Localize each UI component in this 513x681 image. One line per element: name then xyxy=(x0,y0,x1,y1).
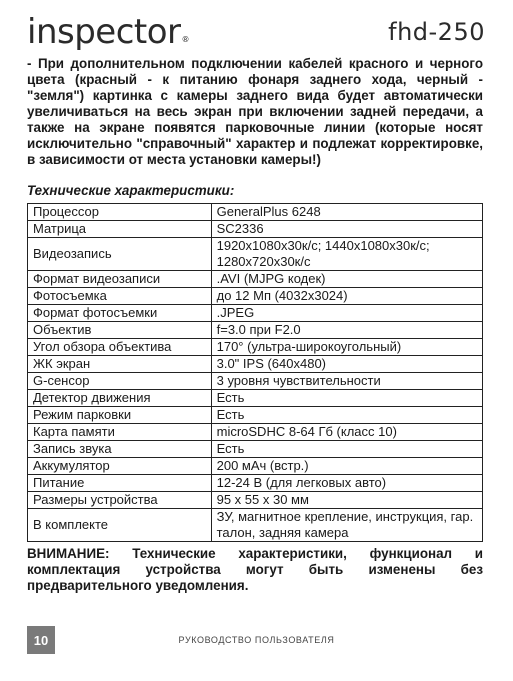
spec-label: Формат видеозаписи xyxy=(28,271,212,288)
page-number-badge: 10 xyxy=(27,626,55,654)
spec-label: Процессор xyxy=(28,204,212,221)
spec-label: Питание xyxy=(28,475,212,492)
spec-row xyxy=(28,424,483,441)
spec-row xyxy=(28,339,483,356)
spec-value: 200 мАч (встр.) xyxy=(211,458,482,475)
registered-mark: ® xyxy=(181,35,190,44)
spec-row xyxy=(28,305,483,322)
spec-row xyxy=(28,373,483,390)
spec-label: Фотосъемка xyxy=(28,288,212,305)
spec-label: Аккумулятор xyxy=(28,458,212,475)
warning-text: ВНИМАНИЕ: Технические характеристики, функционал и комплектация устройства могут быть изменены без предварительного уведомления. xyxy=(27,546,483,593)
spec-label: Формат фотосъемки xyxy=(28,305,212,322)
spec-row xyxy=(28,288,483,305)
spec-row xyxy=(28,509,483,542)
spec-label: Запись звука xyxy=(28,441,212,458)
spec-label: Детектор движения xyxy=(28,390,212,407)
spec-value: .JPEG xyxy=(211,305,482,322)
spec-label: G-сенсор xyxy=(28,373,212,390)
spec-label: Карта памяти xyxy=(28,424,212,441)
spec-value: до 12 Мп (4032x3024) xyxy=(211,288,482,305)
page-header xyxy=(27,14,485,52)
spec-value: 170° (ультра-широкоугольный) xyxy=(211,339,482,356)
spec-label: Матрица xyxy=(28,221,212,238)
brand-logo xyxy=(27,12,189,52)
spec-label: Объектив xyxy=(28,322,212,339)
spec-label: ЖК экран xyxy=(28,356,212,373)
spec-value: 3.0" IPS (640x480) xyxy=(211,356,482,373)
spec-value: Есть xyxy=(211,441,482,458)
connection-note: - При дополнительном подключении кабелей красного и черного цвета (красный - к питанию фонаря заднего хода, черный - "земля") картинка с камеры заднего вида будет автоматически увеличиваться на весь экран при включении задней передачи, а также на экране появятся парковочные линии (которые носят исключительно "справочный" характер и подлежат корректировке, в зависимости от места установки камеры!) xyxy=(27,56,483,167)
spec-value: microSDHC 8-64 Гб (класс 10) xyxy=(211,424,482,441)
spec-value: 95 x 55 x 30 мм xyxy=(211,492,482,509)
spec-value: 1920x1080x30к/с; 1440x1080x30к/с; 1280x720x30к/с xyxy=(211,238,482,271)
specs-title: Технические характеристики: xyxy=(27,183,235,198)
spec-value: SC2336 xyxy=(211,221,482,238)
spec-label: Видеозапись xyxy=(28,238,212,271)
spec-label: Режим парковки xyxy=(28,407,212,424)
spec-label: Угол обзора объектива xyxy=(28,339,212,356)
spec-row xyxy=(28,204,483,221)
specs-table xyxy=(27,203,483,542)
model-name: fhd-250 xyxy=(388,18,485,46)
spec-row xyxy=(28,458,483,475)
spec-row xyxy=(28,271,483,288)
spec-row xyxy=(28,407,483,424)
spec-row xyxy=(28,356,483,373)
footer-title: РУКОВОДСТВО ПОЛЬЗОВАТЕЛЯ xyxy=(178,635,335,645)
spec-label: Размеры устройства xyxy=(28,492,212,509)
spec-row xyxy=(28,492,483,509)
specs-table-body xyxy=(28,204,483,542)
spec-row xyxy=(28,238,483,271)
brand-name: inspector xyxy=(27,12,181,52)
spec-row xyxy=(28,441,483,458)
spec-value: f=3.0 при F2.0 xyxy=(211,322,482,339)
spec-row xyxy=(28,475,483,492)
spec-row xyxy=(28,390,483,407)
spec-value: .AVI (MJPG кодек) xyxy=(211,271,482,288)
spec-row xyxy=(28,322,483,339)
spec-label: В комплекте xyxy=(28,509,212,542)
spec-value: Есть xyxy=(211,390,482,407)
spec-value: ЗУ, магнитное крепление, инструкция, гар. талон, задняя камера xyxy=(211,509,482,542)
spec-value: Есть xyxy=(211,407,482,424)
spec-value: 3 уровня чувствительности xyxy=(211,373,482,390)
spec-value: GeneralPlus 6248 xyxy=(211,204,482,221)
spec-value: 12-24 В (для легковых авто) xyxy=(211,475,482,492)
spec-row xyxy=(28,221,483,238)
